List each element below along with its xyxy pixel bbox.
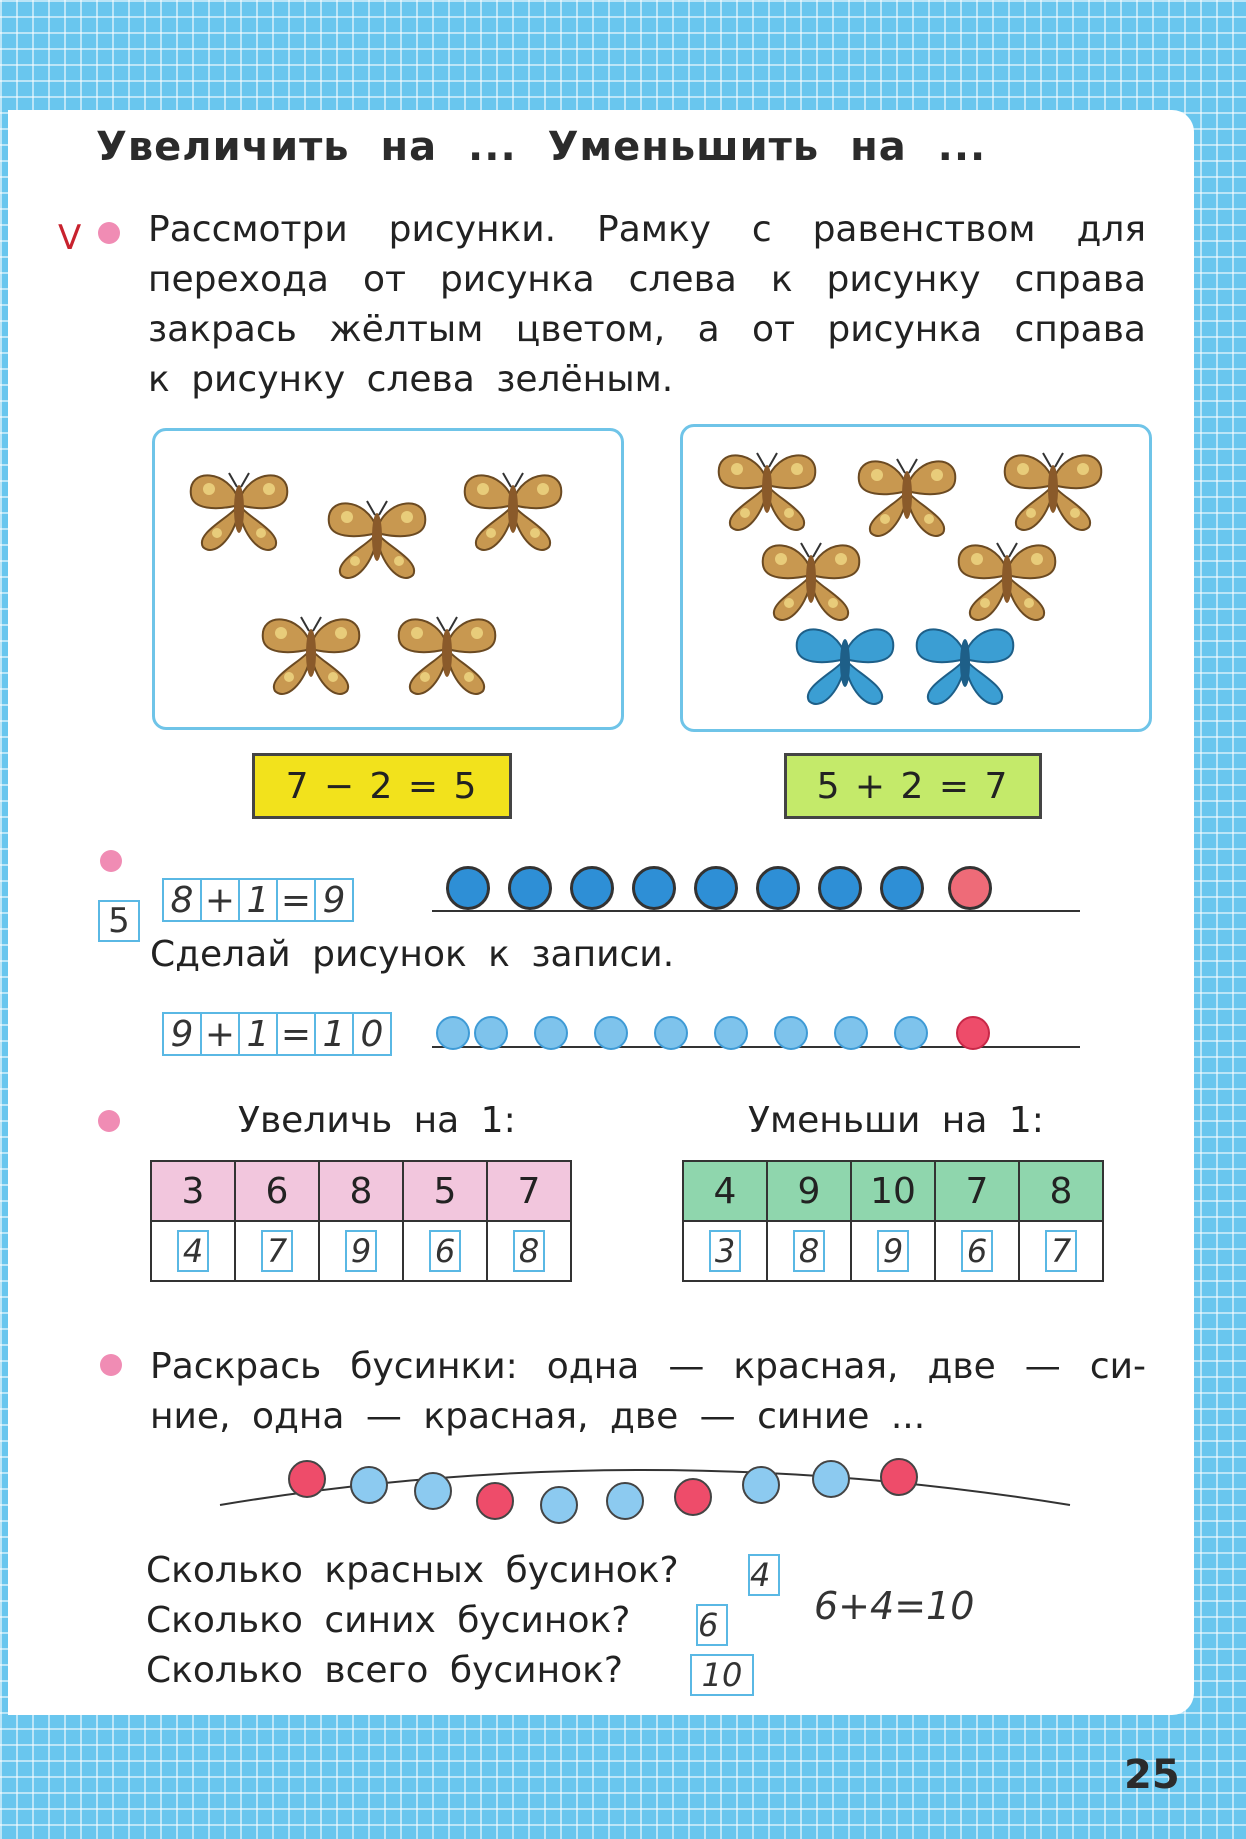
bead-drawn-blue	[834, 1016, 868, 1050]
increase-answer[interactable]: 4	[177, 1230, 209, 1272]
picture-frame-left	[152, 428, 624, 730]
bead-blue[interactable]	[606, 1482, 644, 1520]
page-title: Увеличить на ... Уменьшить на ...	[96, 124, 987, 170]
expr1-cell: =	[276, 878, 316, 922]
bead-blue[interactable]	[812, 1460, 850, 1498]
bead-blue	[880, 866, 924, 910]
increase-top-cell: 5	[403, 1161, 487, 1221]
bead-blue[interactable]	[350, 1466, 388, 1504]
bead-drawn-blue	[436, 1016, 470, 1050]
bead-drawn-blue	[474, 1016, 508, 1050]
bead-drawn-blue	[654, 1016, 688, 1050]
expression-cells-1	[164, 878, 354, 922]
decrease-answer[interactable]: 8	[793, 1230, 825, 1272]
task-bullet-1	[98, 222, 120, 244]
butterflies-left	[155, 431, 621, 727]
increase-top-cell: 6	[235, 1161, 319, 1221]
task-bullet-2	[100, 850, 122, 872]
bead-red[interactable]	[476, 1482, 514, 1520]
page-number: 25	[1124, 1752, 1180, 1798]
expression-cells-2	[164, 1012, 392, 1056]
decrease-answer-row	[683, 1221, 1103, 1281]
bead-drawn-blue	[894, 1016, 928, 1050]
bead-blue	[508, 866, 552, 910]
bead-line-1	[432, 910, 1080, 912]
expr1-cell: 1	[238, 878, 278, 922]
bead-red[interactable]	[880, 1458, 918, 1496]
question-blue	[146, 1596, 630, 1646]
task1-line-3: закрась жёлтым цветом, а от рисунка справа	[148, 309, 1146, 350]
bead-drawn-blue	[594, 1016, 628, 1050]
expr1-cell: 8	[162, 878, 202, 922]
equation-left-text: 7 − 2 = 5	[285, 765, 479, 807]
bead-blue	[570, 866, 614, 910]
answer-total[interactable]	[690, 1654, 754, 1696]
question-total-text: Сколько всего бусинок?	[146, 1650, 623, 1691]
increase-answer[interactable]: 6	[429, 1230, 461, 1272]
bead-drawn-blue	[714, 1016, 748, 1050]
expr2-cell: =	[276, 1012, 316, 1056]
task4-line-1: Раскрась бусинки: одна — красная, две — си-	[150, 1346, 1146, 1387]
picture-frame-right	[680, 424, 1152, 732]
decrease-table	[682, 1160, 1104, 1282]
expr2-cell: 1	[238, 1012, 278, 1056]
decrease-top-cell: 4	[683, 1161, 767, 1221]
increase-top-row	[151, 1161, 571, 1221]
decrease-top-cell: 8	[1019, 1161, 1103, 1221]
increase-answer[interactable]: 7	[261, 1230, 293, 1272]
decrease-top-cell: 9	[767, 1161, 851, 1221]
increase-top-cell: 8	[319, 1161, 403, 1221]
task-bullet-4	[100, 1354, 122, 1376]
bead-red	[948, 866, 992, 910]
bead-drawn-blue	[774, 1016, 808, 1050]
increase-answer[interactable]: 9	[345, 1230, 377, 1272]
equation-right-text: 5 + 2 = 7	[816, 765, 1010, 807]
bead-string	[210, 1450, 1080, 1560]
decrease-answer[interactable]: 7	[1045, 1230, 1077, 1272]
task4-line-2: ние, одна — красная, две — синие ...	[150, 1396, 926, 1437]
decrease-top-cell: 10	[851, 1161, 935, 1221]
answer-total-value[interactable]: 10	[690, 1654, 754, 1696]
equation-box-right[interactable]	[784, 753, 1042, 819]
bead-red[interactable]	[288, 1460, 326, 1498]
increase-answer[interactable]: 8	[513, 1230, 545, 1272]
handwritten-equation: 6+4=10	[814, 1584, 975, 1628]
bead-blue	[446, 866, 490, 910]
increase-table	[150, 1160, 572, 1282]
task2-caption: Сделай рисунок к записи.	[150, 934, 675, 975]
bead-blue	[694, 866, 738, 910]
bead-drawn-red	[956, 1016, 990, 1050]
increase-top-cell: 3	[151, 1161, 235, 1221]
bead-blue[interactable]	[540, 1486, 578, 1524]
expr2-cell: 9	[162, 1012, 202, 1056]
increase-label: Увеличь на 1:	[238, 1100, 516, 1141]
bead-blue[interactable]	[742, 1466, 780, 1504]
increase-answer-row	[151, 1221, 571, 1281]
task1-line-2: перехода от рисунка слева к рисунку справа	[148, 259, 1146, 300]
expr2-cell: +	[200, 1012, 240, 1056]
bead-blue	[632, 866, 676, 910]
equation-box-left[interactable]	[252, 753, 512, 819]
task-number-box: 5	[98, 900, 140, 942]
expr1-cell: +	[200, 878, 240, 922]
bead-blue	[756, 866, 800, 910]
bead-blue	[818, 866, 862, 910]
task1-line-4: к рисунку слева зелёным.	[148, 359, 674, 400]
expr2-cell: 1	[314, 1012, 354, 1056]
bead-blue[interactable]	[414, 1472, 452, 1510]
task-bullet-3	[98, 1110, 120, 1132]
decrease-answer[interactable]: 9	[877, 1230, 909, 1272]
decrease-label: Уменьши на 1:	[748, 1100, 1044, 1141]
task1-line-1: Рассмотри рисунки. Рамку с равенством для	[148, 209, 1146, 250]
decrease-top-row	[683, 1161, 1103, 1221]
bead-drawn-blue	[534, 1016, 568, 1050]
question-red	[146, 1546, 679, 1596]
answer-red[interactable]: 4	[748, 1554, 780, 1596]
decrease-top-cell: 7	[935, 1161, 1019, 1221]
question-total	[146, 1646, 623, 1696]
decrease-answer[interactable]: 6	[961, 1230, 993, 1272]
teacher-checkmark: V	[58, 218, 82, 258]
answer-blue[interactable]: 6	[696, 1604, 728, 1646]
question-blue-text: Сколько синих бусинок?	[146, 1600, 631, 1641]
bead-red[interactable]	[674, 1478, 712, 1516]
expr1-cell: 9	[314, 878, 354, 922]
butterflies-right	[683, 427, 1149, 729]
increase-top-cell: 7	[487, 1161, 571, 1221]
decrease-answer[interactable]: 3	[709, 1230, 741, 1272]
expr2-cell: 0	[352, 1012, 392, 1056]
question-red-text: Сколько красных бусинок?	[146, 1550, 679, 1591]
